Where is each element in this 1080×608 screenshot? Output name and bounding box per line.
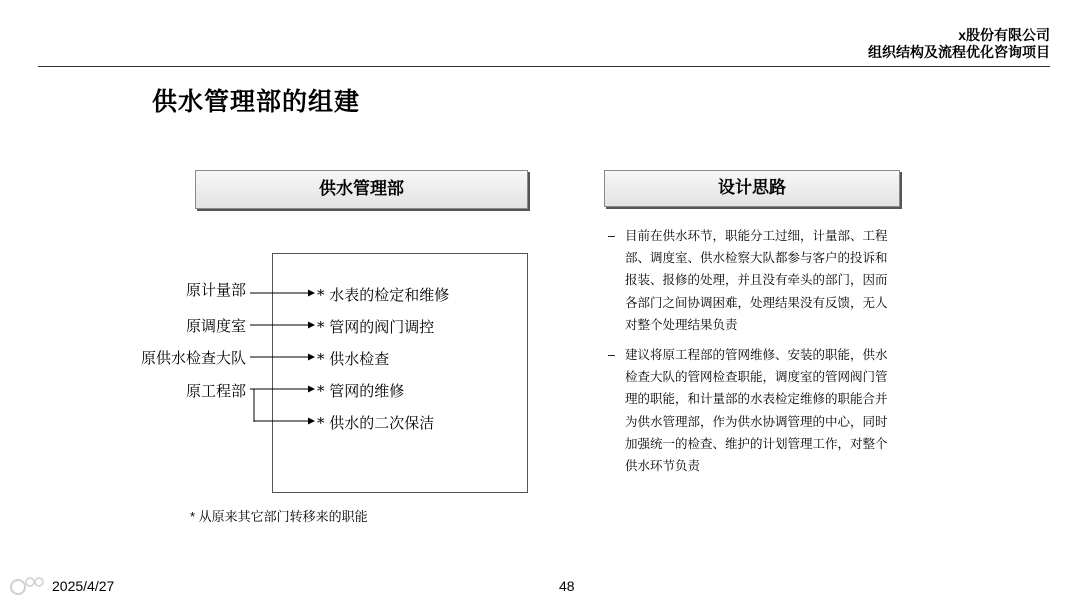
design-idea-text: 目前在供水环节，职能分工过细，计量部、工程部、调度室、供水检察大队都参与客户的投诉和报装、报修的处理，并且没有牵头的部门，因而各部门之间协调困难，处理结果没有反馈，无人对整个处理结果负责 <box>625 229 888 332</box>
dept-header-box: 供水管理部 <box>195 170 528 209</box>
source-label-metering: 原计量部 <box>185 281 246 299</box>
function-valve-control: * 管网的阀门调控 <box>317 318 435 336</box>
watermark-logo-icon <box>8 574 48 600</box>
project-name: 组织结构及流程优化咨询项目 <box>868 44 1050 60</box>
design-idea-text: 建议将原工程部的管网维修、安装的职能，供水检查大队的管网检查职能，调度室的管网阀门管理的职能，和计量部的水表检定维修的职能合并为供水管理部，作为供水协调管理的中心，同时加强统一的检查、维护的计划管理工作，对整个供水环节负责 <box>625 348 888 474</box>
source-label-inspection: 原供水检查大队 <box>140 349 246 367</box>
footnote-transferred-functions: * 从原来其它部门转移来的职能 <box>190 509 368 524</box>
bullet-dash: – <box>608 348 615 363</box>
design-idea-item <box>608 344 898 477</box>
footer-date: 2025/4/27 <box>52 578 115 594</box>
function-secondary-cleaning: * 供水的二次保洁 <box>317 414 435 432</box>
bullet-dash: – <box>608 229 615 243</box>
function-network-repair: * 管网的维修 <box>317 382 405 400</box>
page-number: 48 <box>559 578 575 594</box>
function-meter-maintenance: * 水表的检定和维修 <box>317 286 450 304</box>
design-idea-header-box: 设计思路 <box>604 170 900 207</box>
page-title: 供水管理部的组建 <box>152 87 361 116</box>
source-label-engineering: 原工程部 <box>185 382 246 400</box>
function-water-inspection: * 供水检查 <box>317 350 390 368</box>
design-idea-list <box>608 225 898 485</box>
source-label-dispatch: 原调度室 <box>185 317 246 335</box>
design-idea-item <box>608 225 898 336</box>
company-name: x股份有限公司 <box>958 27 1050 43</box>
